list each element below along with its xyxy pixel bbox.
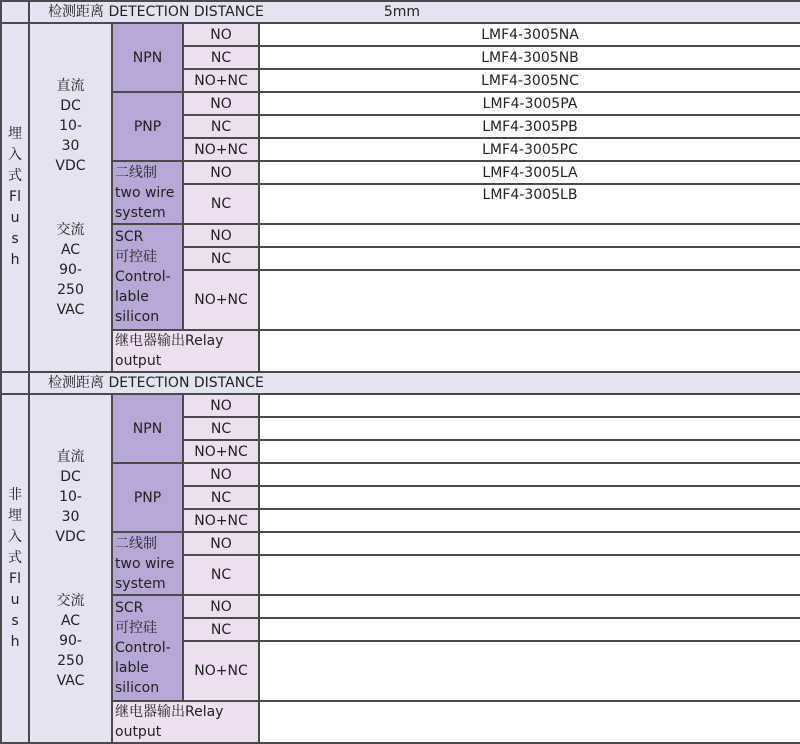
table-row — [1, 463, 800, 486]
detection-distance-label: 检测距离 DETECTION DISTANCE — [48, 4, 264, 20]
model-cell: LMF4-3005LA — [259, 161, 800, 184]
two-wire-group — [112, 532, 183, 595]
npn-group: NPN — [112, 23, 183, 92]
model-cell — [259, 555, 800, 595]
scr-line: silicon — [115, 309, 160, 325]
model-cell — [259, 270, 800, 330]
detection-distance-header — [29, 372, 800, 394]
dc-label-line: 直流 — [56, 448, 85, 465]
model-cell — [259, 224, 800, 247]
model-cell — [259, 618, 800, 641]
model-cell: LMF4-3005LB — [259, 184, 800, 224]
model-cell — [259, 701, 800, 743]
model-cell — [259, 641, 800, 701]
table-row — [1, 161, 800, 184]
output-type-nc: NC — [183, 618, 259, 641]
two-wire-line: two wire — [115, 555, 175, 572]
mount-type-text: 埋入式Flush — [8, 126, 22, 268]
voltage-column — [29, 23, 112, 372]
relay-line: output — [115, 724, 162, 740]
two-wire-line: 二线制 — [115, 164, 157, 181]
detection-distance-label: 检测距离 DETECTION DISTANCE — [48, 375, 264, 391]
output-type-nonc: NO+NC — [183, 440, 259, 463]
detection-distance-header-row — [1, 1, 800, 23]
pnp-group: PNP — [112, 92, 183, 161]
table-row — [1, 330, 800, 372]
output-type-nc: NC — [183, 247, 259, 270]
detection-distance-header — [29, 1, 800, 23]
ac-label-line: VAC — [56, 672, 85, 689]
two-wire-group — [112, 161, 183, 224]
scr-group — [112, 595, 183, 701]
model-cell — [259, 532, 800, 555]
table-row — [1, 224, 800, 247]
pnp-group: PNP — [112, 463, 183, 532]
ac-label-line: AC — [60, 241, 81, 258]
output-type-no: NO — [183, 463, 259, 486]
model-cell — [259, 595, 800, 618]
ac-label-line: 90- — [59, 261, 82, 278]
dc-label-line: 10- — [59, 117, 82, 134]
dc-label-line: 直流 — [56, 77, 85, 94]
relay-line: 继电器输出Relay — [115, 704, 224, 720]
model-cell: LMF4-3005NA — [259, 23, 800, 46]
table-row — [1, 23, 800, 46]
relay-line: 继电器输出Relay — [115, 333, 224, 349]
model-cell: LMF4-3005PA — [259, 92, 800, 115]
two-wire-line: two wire — [115, 184, 175, 201]
ac-label-line: AC — [60, 612, 81, 629]
mount-type-label — [1, 394, 29, 743]
scr-line: lable — [115, 289, 149, 305]
output-type-nonc: NO+NC — [183, 69, 259, 92]
dc-label-line: DC — [60, 468, 81, 485]
table-row — [1, 532, 800, 555]
ac-label-line: 250 — [57, 281, 84, 298]
output-type-nonc: NO+NC — [183, 270, 259, 330]
model-cell: LMF4-3005NC — [259, 69, 800, 92]
output-type-nonc: NO+NC — [183, 509, 259, 532]
output-type-no: NO — [183, 92, 259, 115]
detection-distance-value: 5mm — [383, 4, 420, 20]
output-type-no: NO — [183, 394, 259, 417]
model-cell — [259, 394, 800, 417]
dc-label-line: 30 — [61, 137, 80, 154]
scr-line: 可控硅 — [115, 620, 157, 636]
dc-label-line: 10- — [59, 488, 82, 505]
model-cell: LMF4-3005NB — [259, 46, 800, 69]
relay-line: output — [115, 353, 162, 369]
output-type-nc: NC — [183, 115, 259, 138]
scr-line: 可控硅 — [115, 249, 157, 265]
dc-label-line: DC — [60, 97, 81, 114]
output-type-no: NO — [183, 595, 259, 618]
voltage-gap — [32, 176, 109, 220]
ac-label-line: 交流 — [56, 592, 85, 609]
table-row — [1, 92, 800, 115]
ac-label-line: 交流 — [56, 221, 85, 238]
scr-line: SCR — [115, 229, 144, 245]
output-type-no: NO — [183, 532, 259, 555]
two-wire-line: 二线制 — [115, 535, 157, 552]
table-row — [1, 701, 800, 743]
output-type-nonc: NO+NC — [183, 138, 259, 161]
model-cell — [259, 247, 800, 270]
model-cell — [259, 486, 800, 509]
header-spacer — [1, 372, 29, 394]
dc-label-line: VDC — [55, 528, 86, 545]
output-type-no: NO — [183, 224, 259, 247]
output-type-nc: NC — [183, 184, 259, 224]
scr-line: Control- — [115, 269, 171, 285]
two-wire-line: system — [115, 575, 166, 592]
npn-group: NPN — [112, 394, 183, 463]
scr-line: lable — [115, 660, 149, 676]
output-type-no: NO — [183, 23, 259, 46]
output-type-nc: NC — [183, 555, 259, 595]
model-cell — [259, 330, 800, 372]
two-wire-line: system — [115, 204, 166, 221]
output-type-nc: NC — [183, 46, 259, 69]
table-row — [1, 595, 800, 618]
model-cell: LMF4-3005PC — [259, 138, 800, 161]
output-type-no: NO — [183, 161, 259, 184]
output-type-nonc: NO+NC — [183, 641, 259, 701]
ac-label-line: 90- — [59, 632, 82, 649]
scr-line: silicon — [115, 680, 160, 696]
model-cell — [259, 463, 800, 486]
dc-label-line: 30 — [61, 508, 80, 525]
mount-type-text: 非埋入式Flush — [8, 486, 22, 650]
detection-distance-header-row — [1, 372, 800, 394]
output-type-nc: NC — [183, 417, 259, 440]
ac-label-line: VAC — [56, 301, 85, 318]
scr-line: SCR — [115, 600, 144, 616]
scr-group — [112, 224, 183, 330]
model-cell: LMF4-3005PB — [259, 115, 800, 138]
mount-type-label — [1, 23, 29, 372]
voltage-column — [29, 394, 112, 743]
model-cell — [259, 417, 800, 440]
relay-output-label — [112, 330, 259, 372]
ac-label-line: 250 — [57, 652, 84, 669]
model-cell — [259, 509, 800, 532]
model-cell — [259, 440, 800, 463]
scr-line: Control- — [115, 640, 171, 656]
relay-output-label — [112, 701, 259, 743]
output-type-nc: NC — [183, 486, 259, 509]
header-spacer — [1, 1, 29, 23]
dc-label-line: VDC — [55, 157, 86, 174]
table-row — [1, 394, 800, 417]
voltage-gap — [32, 547, 109, 591]
